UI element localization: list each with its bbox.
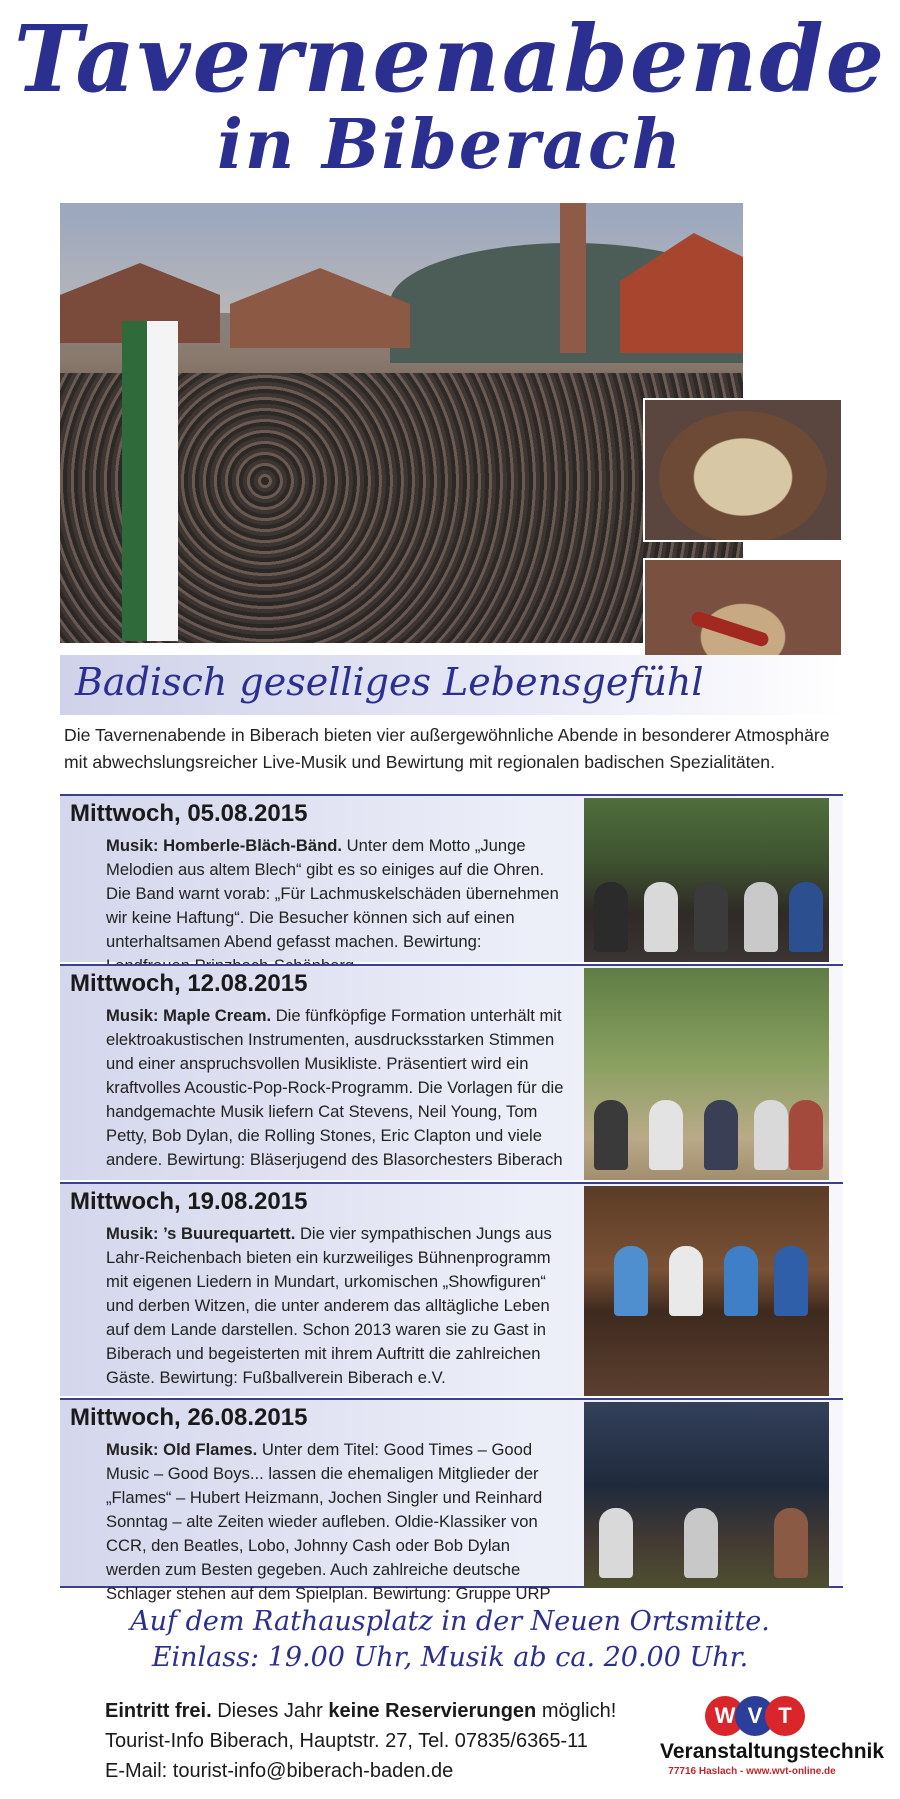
logo-address: 77716 Haslach - www.wvt-online.de (668, 1766, 836, 1777)
event-description (106, 1222, 566, 1390)
logo-circles (705, 1696, 805, 1738)
event-music-label: Musik: Old Flames. (106, 1440, 258, 1459)
wvt-logo (660, 1696, 885, 1786)
logo-letter: W (705, 1696, 745, 1736)
event-music-label: Musik: Maple Cream. (106, 1006, 272, 1025)
event-date: Mittwoch, 19.08.2015 (70, 1188, 308, 1215)
event-block-3 (60, 1182, 843, 1396)
event-description (106, 1004, 566, 1172)
intro-text: Die Tavernenabende in Biberach bieten vier außergewöhnliche Abende in besonderer Atmosphäre mit abwechslungsreicher Live-Musik und Bewirtung mit regionalen badischen Spezialitäten. (64, 725, 830, 772)
event-text: Die fünfköpfige Formation unterhält mit elektroakustischen Instrumenten, ausdrucksstarken Stimmen und einer anspruchsvollen Musikliste. Präsentiert wird ein kraftvolles Acoustic-Pop-Rock-Programm. Die Vorlagen für die handgemachte Musik liefern Cat Stevens, Neil Young, Tom Petty, Bob Dylan, die Rolling Stones, Eric Clapton und viele andere. Bewirtung: Bläserjugend des Blasorchesters Biberach (106, 1006, 564, 1169)
event-description (106, 834, 566, 978)
free-entry-label: Eintritt frei. (105, 1700, 212, 1722)
band-photo (584, 798, 829, 962)
event-block-4 (60, 1398, 843, 1603)
band-photo (584, 1186, 829, 1396)
footer-text: Dieses Jahr (211, 1700, 329, 1722)
event-text: Die vier sympathischen Jungs aus Lahr-Reichenbach bieten ein kurzweiliges Bühnenprogramm mit eigenen Liedern in Mundart, urkomischen „Showfiguren“ und derben Witzen, die unter anderem das alltägliche Leben auf dem Lande darstellen. Schon 2013 waren sie zu Gast in Biberach und begeisterten mit ihrem Auftritt die zahlreichen Gäste. Bewirtung: Fußballverein Biberach e.V. (106, 1224, 552, 1387)
logo-name: Veranstaltungstechnik (660, 1740, 885, 1763)
main-title: Tavernenabende (13, 5, 887, 113)
event-description (106, 1438, 566, 1606)
event-text: Unter dem Motto „Junge Melodien aus altem Blech“ gibt es so einiges auf die Ohren. Die Band warnt vorab: „Für Lachmuskelschäden übernehmen wir keine Haftung“. Die Besucher können sich auf einen unterhaltsamen Abend gefasst machen. Bewirtung: (106, 836, 559, 951)
event-date: Mittwoch, 05.08.2015 (70, 800, 308, 827)
event-music-label: Musik: Homberle-Bläch-Bänd. (106, 836, 343, 855)
main-subtitle: in Biberach (217, 105, 683, 185)
venue-line: Auf dem Rathausplatz in der Neuen Ortsmitte. (130, 1606, 770, 1637)
hero-photo-town-square (60, 203, 743, 643)
event-text: Unter dem Titel: Good Times – Good Music – Good Boys... lassen die ehemaligen Mitglieder der „Flames“ – Hubert Heizmann, Jochen Singler und Reinhard Sonntag – alte Zeiten wieder aufleben. Oldie-Klassiker von CCR, den Beatles, Lobo, Johnny Cash oder Bob Dylan werden zum Besten gegeben. Auch zahlreiche deutsche Schlager stehen auf dem Spielplan. Bewirtung: Gruppe URP (106, 1440, 551, 1603)
footer-admission (105, 1697, 616, 1725)
event-block-2 (60, 964, 843, 1180)
band-photo (584, 1402, 829, 1588)
event-block-1 (60, 794, 843, 962)
admission-times: Einlass: 19.00 Uhr, Musik ab ca. 20.00 Uhr. (151, 1642, 749, 1673)
footer-email[interactable]: E-Mail: tourist-info@biberach-baden.de (105, 1760, 454, 1782)
event-date: Mittwoch, 26.08.2015 (70, 1404, 308, 1431)
event-music-label: Musik: ’s Buurequartett. (106, 1224, 296, 1243)
food-photo-cheese-plate (643, 398, 843, 542)
intro-heading: Badisch geselliges Lebensgefühl (75, 660, 704, 704)
logo-letter: T (765, 1696, 805, 1736)
flag-icon (122, 321, 178, 641)
band-photo (584, 968, 829, 1180)
logo-letter: V (735, 1696, 775, 1736)
event-date: Mittwoch, 12.08.2015 (70, 970, 308, 997)
no-reservation-label: keine Reservierungen (328, 1700, 537, 1722)
footer-text: möglich! (536, 1700, 617, 1722)
footer-address: Tourist-Info Biberach, Hauptstr. 27, Tel. 07835/6365-11 (105, 1730, 588, 1752)
